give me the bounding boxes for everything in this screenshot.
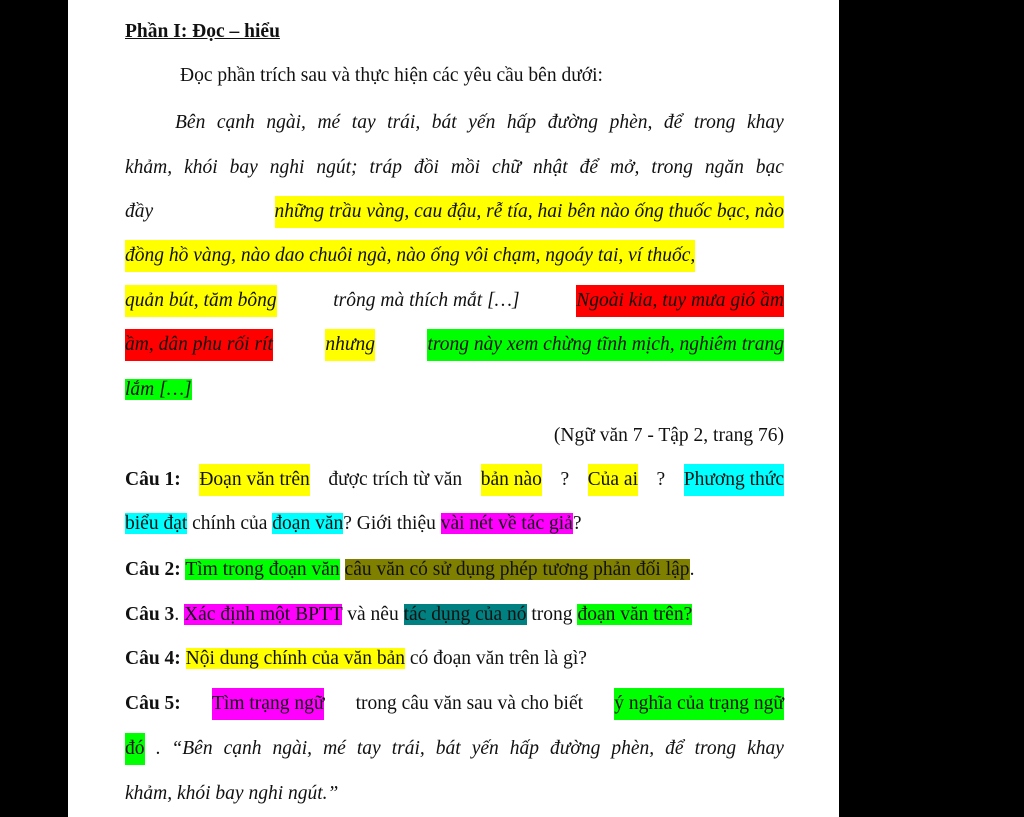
text-segment: để xyxy=(579,157,599,178)
highlighted-text: nhưng xyxy=(325,329,375,361)
highlighted-text: trong này xem chừng tĩnh mịch, nghiêm trang xyxy=(427,329,784,361)
text-segment: đồi xyxy=(413,157,439,178)
question-line xyxy=(125,554,784,586)
text-segment: ? xyxy=(656,469,666,490)
highlighted-text: Tìm trạng ngữ xyxy=(212,688,324,720)
text-segment: trong xyxy=(693,112,736,133)
highlighted-text: Xác định một BPTT xyxy=(184,604,343,625)
text-segment: ? xyxy=(572,513,582,534)
text-segment: Bên xyxy=(175,112,206,133)
passage-line xyxy=(125,152,784,184)
text-segment: Câu 2: xyxy=(125,559,181,580)
text-segment: yến xyxy=(468,112,496,133)
highlighted-text: Đoạn văn trên xyxy=(199,464,309,496)
text-segment: để xyxy=(665,738,684,759)
highlighted-text: những trầu vàng, cau đậu, rễ tía, hai bên nào ống thuốc bạc, nào xyxy=(275,196,784,228)
text-segment: bát xyxy=(431,112,457,133)
text-segment: trong xyxy=(531,604,573,625)
passage-line xyxy=(175,107,784,139)
question-line xyxy=(125,508,784,540)
text-segment: mé xyxy=(317,112,341,133)
text-segment: Câu 5: xyxy=(125,693,181,714)
highlighted-text: Tìm trong đoạn văn xyxy=(185,559,340,580)
text-segment: để xyxy=(663,112,683,133)
highlighted-text: bản nào xyxy=(481,464,542,496)
text-segment: hấp xyxy=(509,738,540,759)
question-line xyxy=(125,688,784,720)
text-segment: trái, xyxy=(391,738,425,759)
text-segment: tráp xyxy=(369,157,402,178)
question-line xyxy=(125,464,784,496)
section-heading: Phần I: Đọc – hiểu xyxy=(125,21,280,42)
text-segment: ? xyxy=(560,469,570,490)
text-segment: nghi xyxy=(269,157,305,178)
text-segment: bạc xyxy=(755,157,784,178)
passage-line xyxy=(125,374,784,406)
highlighted-text: đó xyxy=(125,733,145,765)
text-segment: khói xyxy=(184,157,218,178)
highlighted-text: Ngoài kia, tuy mưa gió ầm xyxy=(576,285,784,317)
text-segment: mồi xyxy=(450,157,481,178)
text-segment: . xyxy=(155,738,161,759)
text-segment: nhật xyxy=(533,157,568,178)
text-segment: khay xyxy=(747,112,784,133)
text-segment: đường xyxy=(550,738,601,759)
text-segment: khay xyxy=(747,738,784,759)
question-line xyxy=(125,733,784,765)
text-segment: . xyxy=(174,604,180,625)
text-segment: chữ xyxy=(492,157,522,178)
instruction-text: Đọc phần trích sau và thực hiện các yêu cầu bên dưới: xyxy=(180,65,603,86)
highlighted-text: Phương thức xyxy=(684,464,784,496)
text-segment: được trích từ văn xyxy=(328,469,463,490)
text-segment: trong xyxy=(651,157,693,178)
passage-line xyxy=(125,285,784,317)
text-segment: Câu 1: xyxy=(125,469,181,490)
text-segment: ngài, xyxy=(272,738,313,759)
text-segment: . xyxy=(689,559,695,580)
text-segment: “Bên xyxy=(171,738,213,759)
passage-line xyxy=(125,329,784,361)
highlighted-text: ý nghĩa của trạng ngữ xyxy=(614,688,784,720)
question-line xyxy=(125,643,784,675)
text-segment: cạnh xyxy=(223,738,262,759)
text-segment: khảm, xyxy=(125,157,173,178)
text-segment: bát xyxy=(435,738,461,759)
text-segment: bay xyxy=(229,157,258,178)
text-segment: có đoạn văn trên là gì? xyxy=(409,648,587,669)
question-line xyxy=(125,599,784,631)
text-segment: đường xyxy=(547,112,599,133)
text-segment: và nêu xyxy=(347,604,399,625)
highlighted-text: ầm, dân phu rối rít xyxy=(125,329,273,361)
text-segment: ngút; xyxy=(316,157,358,178)
highlighted-text: đồng hồ vàng, nào dao chuôi ngà, nào ống vôi chạm, ngoáy tai, ví thuốc, xyxy=(125,240,695,272)
text-segment: ngài, xyxy=(266,112,306,133)
text-segment: tay xyxy=(351,112,376,133)
highlighted-text: tác dụng của nó xyxy=(403,604,527,625)
question-line xyxy=(125,778,784,810)
passage-line xyxy=(125,196,784,228)
text-segment: khảm, khói bay nghi ngút.” xyxy=(125,783,339,804)
highlighted-text: quản bút, tăm bông xyxy=(125,285,277,317)
highlighted-text: Của ai xyxy=(588,464,638,496)
highlighted-text: đoạn văn trên? xyxy=(577,604,693,625)
highlighted-text: lắm […] xyxy=(125,379,192,400)
highlighted-text: đoạn văn xyxy=(272,513,344,534)
text-segment: đầy xyxy=(125,201,154,222)
highlighted-text: Nội dung chính của văn bản xyxy=(185,648,405,669)
highlighted-text: vài nét về tác giả xyxy=(440,513,573,534)
text-segment: mé xyxy=(323,738,346,759)
text-segment: trông mà thích mắt […] xyxy=(333,290,520,311)
highlighted-text: biểu đạt xyxy=(125,513,188,534)
text-segment: phèn, xyxy=(609,112,653,133)
text-segment: phèn, xyxy=(611,738,655,759)
text-segment: tay xyxy=(356,738,381,759)
text-segment: trong câu văn sau và cho biết xyxy=(355,693,584,714)
text-segment: trong xyxy=(694,738,737,759)
highlighted-text: câu văn có sử dụng phép tương phản đối lập xyxy=(344,559,690,580)
text-segment: hấp xyxy=(506,112,537,133)
text-segment: yến xyxy=(471,738,499,759)
text-segment: Câu 4: xyxy=(125,648,181,669)
text-segment: cạnh xyxy=(216,112,255,133)
source-citation: (Ngữ văn 7 - Tập 2, trang 76) xyxy=(553,425,784,446)
text-segment: ngăn xyxy=(704,157,744,178)
text-segment: mở, xyxy=(610,157,640,178)
text-segment: chính của xyxy=(192,513,268,534)
text-segment: ? Giới thiệu xyxy=(343,513,436,534)
passage-line xyxy=(125,240,784,272)
text-segment: Câu 3 xyxy=(125,604,175,625)
text-segment: trái, xyxy=(387,112,421,133)
